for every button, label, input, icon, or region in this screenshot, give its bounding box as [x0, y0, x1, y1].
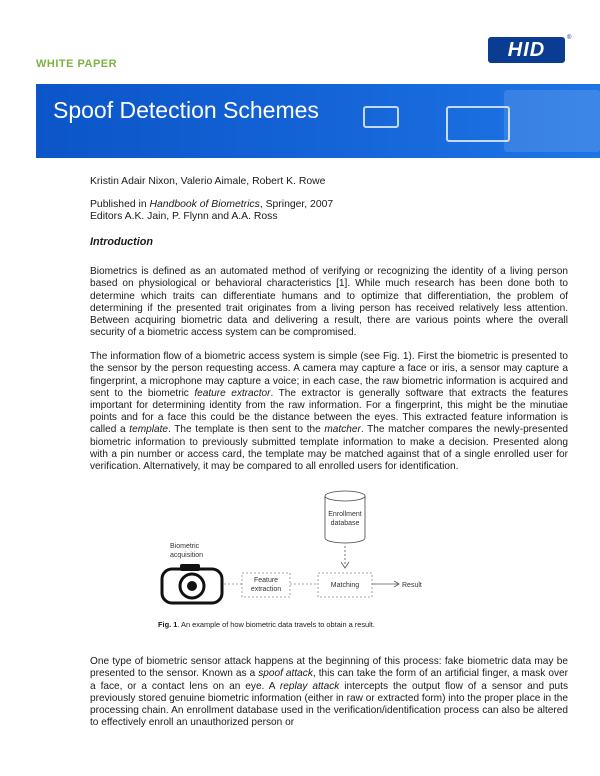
white-paper-label: WHITE PAPER: [36, 58, 118, 70]
registered-mark: ®: [567, 35, 572, 41]
caption-label: Fig. 1: [158, 620, 178, 629]
p3-emphasis: replay attack: [279, 680, 340, 692]
p3-text: intercepts the output flow of a sensor and puts previously stored genuine biometric information (either in raw or extracted form) into the proper place in the processing chain. An enrollment database used in the verification/identification process can also be altered to effectively enroll an unauthorized person or: [90, 680, 568, 729]
page-title: Spoof Detection Schemes: [53, 97, 319, 123]
result-label: Result: [402, 582, 422, 589]
paragraph-1: Biometrics is defined as an automated method of verifying or recognizing the identity of a living person based on physiological or behavioral characteristics [1]. While much research has been done both to determine which traits can differentiate humans and to optimize that differentiation, the problem of determining if the presented trait originates from a living person has received relatively less attention. Between acquiring biometric data and delivering a result, there are various points where the overall security of a biometric access system can be compromised.: [90, 266, 568, 339]
p3-text: One type of biometric sensor attack happens at the beginning of this process: fake biometric data may be presented to the sensor. Known as a: [90, 656, 568, 680]
section-heading: Introduction: [90, 236, 153, 248]
fe-label-line2: extraction: [250, 586, 282, 593]
db-label-line2: database: [330, 520, 360, 527]
banner-decoration: [446, 106, 510, 142]
published-suffix: , Springer, 2007: [259, 199, 334, 210]
figure-caption: [158, 620, 375, 629]
matching-label: Matching: [330, 582, 360, 589]
p2-text: . The extractor is generally software that extracts the features important for determining identity from the raw information. For a fingerprint, this might be the minutiae points and for a face this could be the distance between the eyes. This extracted feature information is called a: [90, 387, 568, 436]
title-banner: [36, 84, 600, 158]
caption-text: . An example of how biometric data travels to obtain a result.: [177, 620, 375, 629]
db-label-line1: Enrollment: [328, 511, 362, 518]
p3-emphasis: spoof attack: [258, 668, 313, 680]
acq-label-line2: acquisition: [170, 552, 204, 559]
p2-text: The information flow of a biometric access system is simple (see Fig. 1). First the biometric is presented to the sensor by the person requesting access. A camera may capture a face or iris, a sensor may capture a fingerprint, a microphone may capture a voice; in each case, the raw biometric information is acquired and sent to the biometric: [90, 351, 568, 399]
paragraph-3: [90, 656, 568, 729]
p2-text: . The template is then sent to the: [168, 424, 325, 436]
fe-label-line1: Feature: [253, 577, 279, 584]
p3-text: , this can take the form of an artificial finger, a mask over a face, or a contact lens on an eye. A: [90, 668, 568, 692]
editors: Editors A.K. Jain, P. Flynn and A.A. Ross: [90, 211, 278, 223]
publication-info: [90, 199, 333, 224]
banner-decoration: [504, 90, 600, 152]
published-prefix: Published in: [90, 199, 150, 210]
banner-decoration: [363, 106, 399, 128]
p2-emphasis: template: [129, 424, 168, 436]
p2-emphasis: matcher: [324, 424, 361, 436]
camera-icon: [162, 564, 222, 603]
authors: Kristin Adair Nixon, Valerio Aimale, Robert K. Rowe: [90, 176, 326, 187]
hid-logo: HID: [488, 37, 565, 63]
p2-text: . The matcher compares the newly-presented biometric information to previously submitted template information to make a decision. Presented along with a pin number or access card, the template may be matched against that of a single enrolled user for verification. Alternatively, it may be compared to all enrolled users for identification.: [90, 424, 568, 472]
p2-emphasis: feature extractor: [194, 387, 271, 399]
acq-label-line1: Biometric: [170, 543, 200, 550]
paragraph-2: [90, 351, 568, 473]
published-book: Handbook of Biometrics: [149, 199, 260, 210]
figure-1-diagram: [160, 486, 460, 616]
